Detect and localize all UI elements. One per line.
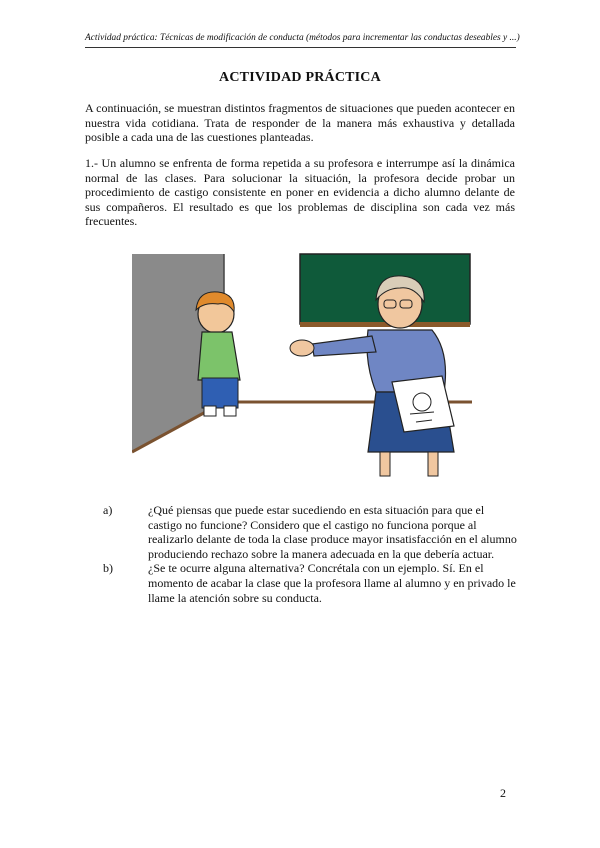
page-title: ACTIVIDAD PRÁCTICA — [219, 70, 381, 85]
intro-paragraph: A continuación, se muestran distintos fragmentos de situaciones que pueden acontecer en nuestra vida cotidiana. Trata de responder de la manera más exhaustiva y detallada posible a cada una de las cuestiones planteadas. — [85, 101, 515, 145]
question-marker: a) — [103, 503, 113, 517]
page-number: 2 — [500, 786, 506, 800]
case-1-paragraph: 1.- Un alumno se enfrenta de forma repetida a su profesora e interrumpe así la dinámica normal de las clases. Para solucionar la situación, la profesora decide probar un procedimiento de castigo consistente en poner en evidencia a dicho alumno delante de sus compañeros. El resultado es que los problemas de disciplina son cada vez más frecuentes. — [85, 156, 515, 229]
question-text: ¿Se te ocurre alguna alternativa? Concrétala con un ejemplo. Sí. En el momento de acabar la clase que la profesora llame al alumno y en privado le llame la atención sobre su conducta. — [148, 561, 516, 605]
teacher-scolding-student-illustration — [132, 252, 472, 482]
question-text: ¿Qué piensas que puede estar sucediendo en esta situación para que el castigo no funcione? Considero que el castigo no funciona porque al realizarlo delante de toda la clase produce mayor insatisfacción en el alumno produciendo rechazo sobre la manera adecuada en la que debería actuar. — [148, 503, 517, 561]
question-item — [100, 503, 520, 561]
student-boy — [196, 292, 240, 416]
running-header: Actividad práctica: Técnicas de modificación de conducta (métodos para incrementar las conductas deseables y ...) — [85, 33, 520, 43]
question-item — [100, 561, 520, 605]
question-marker: b) — [103, 561, 113, 576]
questions-list — [100, 503, 520, 605]
header-rule — [85, 47, 516, 48]
